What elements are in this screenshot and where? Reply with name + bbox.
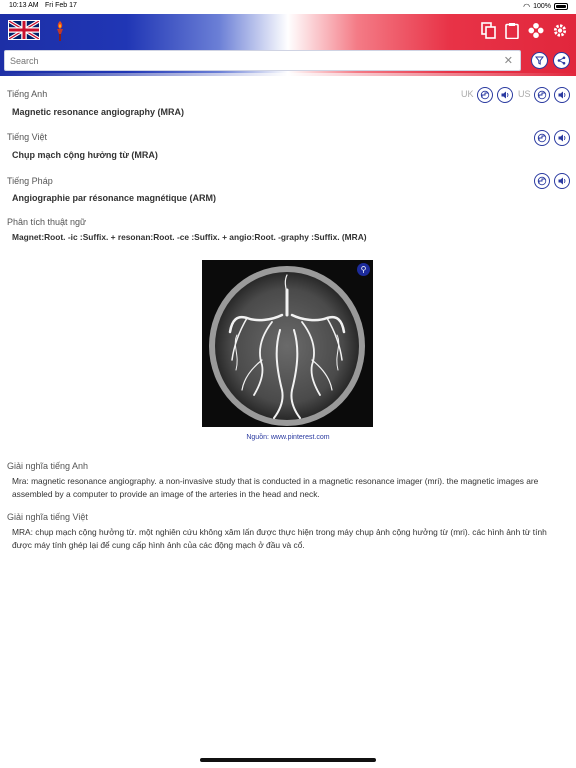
us-speaker-button[interactable] xyxy=(554,87,570,103)
us-label: US xyxy=(518,89,531,99)
settings-icon[interactable] xyxy=(552,21,568,39)
speaker-icon xyxy=(557,90,567,100)
copy-icon[interactable] xyxy=(480,21,496,39)
vi-record-button[interactable] xyxy=(534,130,550,146)
zoom-icon[interactable]: ⚲ xyxy=(357,263,370,276)
record-icon xyxy=(537,176,547,186)
filter-button[interactable] xyxy=(531,52,548,69)
speaker-icon xyxy=(557,133,567,143)
fr-speaker-button[interactable] xyxy=(554,173,570,189)
share-icon xyxy=(557,56,566,65)
status-date: Fri Feb 17 xyxy=(45,2,77,9)
share-button[interactable] xyxy=(553,52,570,69)
record-icon xyxy=(480,90,490,100)
search-bar xyxy=(4,50,521,71)
english-label: Tiếng Anh xyxy=(7,89,48,99)
speaker-icon xyxy=(500,90,510,100)
clipboard-icon[interactable] xyxy=(504,21,520,39)
speaker-icon xyxy=(557,176,567,186)
english-definition-text: Mra: magnetic resonance angiography. a non-invasive study that is conducted in a magnetic resonance imager (mri). the magnetic images are assembled by a computer to provide an image of the arteries in the head and neck. xyxy=(12,476,539,499)
torch-icon[interactable] xyxy=(54,20,66,42)
image-source[interactable]: Nguồn: www.pinterest.com xyxy=(246,434,330,441)
battery-icon xyxy=(554,3,568,10)
battery-text: 100% xyxy=(533,3,551,10)
home-indicator[interactable] xyxy=(200,758,376,762)
uk-label: UK xyxy=(461,89,474,99)
status-bar xyxy=(0,0,576,14)
filter-icon xyxy=(535,56,544,65)
analysis-label: Phân tích thuật ngữ xyxy=(7,217,87,227)
vietnamese-definition-text: MRA: chụp mạch cộng hưởng từ. một nghiên cứu không xâm lấn được thực hiện trong máy chụp ảnh cộng hưởng từ (mri). các hình ảnh từ tính được máy tính ghép lại để cung cấp hình ảnh của các động mạch ở đầu và cổ. xyxy=(12,527,547,550)
english-definition-label: Giải nghĩa tiếng Anh xyxy=(7,461,89,471)
analysis-text: Magnet:Root. -ic :Suffix. + resonan:Root. -ce :Suffix. + angio:Root. -graphy :Suffix. (MRA) xyxy=(12,232,367,242)
english-term: Magnetic resonance angiography (MRA) xyxy=(12,107,185,117)
us-record-button[interactable] xyxy=(534,87,550,103)
app-header xyxy=(0,14,576,76)
uk-flag-icon[interactable] xyxy=(8,20,40,40)
header-divider xyxy=(0,73,576,76)
french-term: Angiographie par résonance magnétique (ARM) xyxy=(12,193,217,203)
fr-record-button[interactable] xyxy=(534,173,550,189)
wifi-icon: ◠ xyxy=(523,2,531,11)
french-label: Tiếng Pháp xyxy=(7,176,53,186)
header-actions xyxy=(480,21,568,39)
vietnamese-definition-label: Giải nghĩa tiếng Việt xyxy=(7,512,88,522)
vietnamese-label: Tiếng Việt xyxy=(7,132,48,142)
status-time: 10:13 AM xyxy=(9,2,39,9)
clear-search-icon[interactable]: ✕ xyxy=(503,55,513,67)
record-icon xyxy=(537,90,547,100)
vi-speaker-button[interactable] xyxy=(554,130,570,146)
games-icon[interactable] xyxy=(528,21,544,39)
search-input[interactable] xyxy=(5,52,485,71)
status-right xyxy=(523,2,568,11)
mra-image[interactable] xyxy=(202,260,373,427)
vietnamese-term: Chụp mạch cộng hưởng từ (MRA) xyxy=(12,150,158,160)
uk-record-button[interactable] xyxy=(477,87,493,103)
record-icon xyxy=(537,133,547,143)
uk-speaker-button[interactable] xyxy=(497,87,513,103)
